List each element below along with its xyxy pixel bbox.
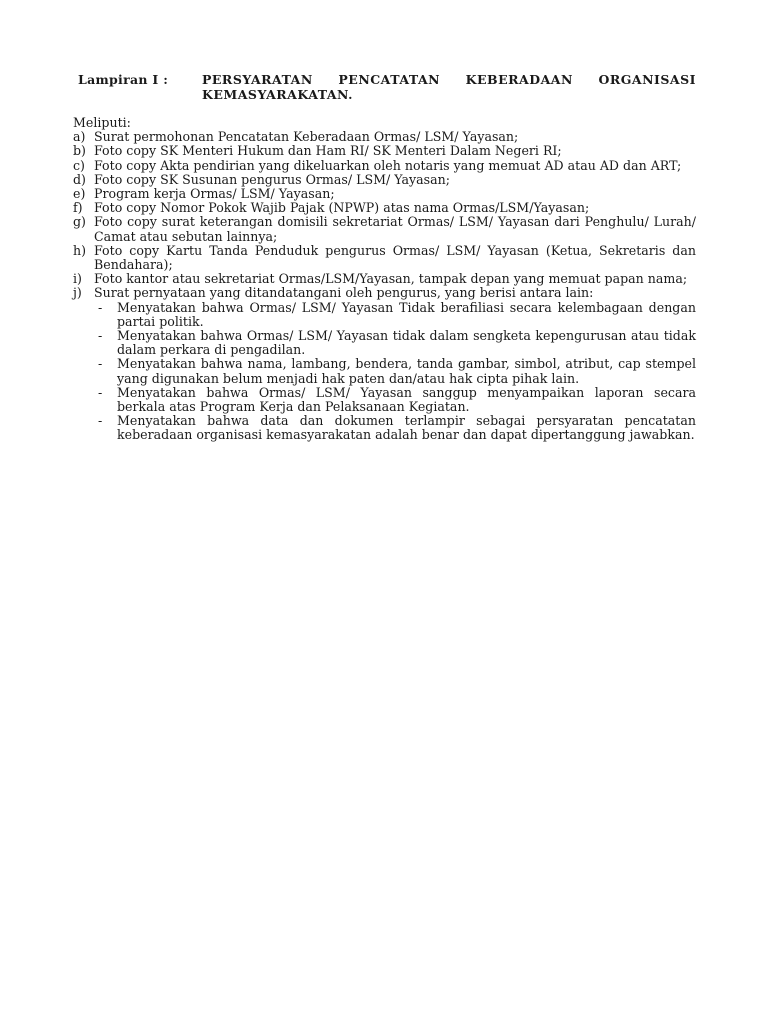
- item-text: Surat pernyataan yang ditandatangani oleh pengurus, yang berisi antara lain:: [94, 285, 594, 301]
- item-text: Foto copy SK Susunan pengurus Ormas/ LSM/ Yayasan;: [94, 171, 451, 187]
- statement-item: [94, 414, 696, 442]
- requirement-item-h: [73, 244, 696, 272]
- requirement-item-j: [73, 286, 696, 442]
- item-marker: c): [73, 157, 85, 173]
- statement-list: [94, 301, 696, 443]
- item-marker: d): [73, 171, 86, 187]
- statement-text: Menyatakan bahwa Ormas/ LSM/ Yayasan tidak dalam sengketa kepengurusan atau tidak dalam perkara di pengadilan.: [117, 328, 696, 358]
- statement-item: [94, 357, 696, 385]
- requirement-item-b: [73, 144, 696, 158]
- item-text: Program kerja Ormas/ LSM/ Yayasan;: [94, 186, 335, 202]
- requirements-section: [73, 116, 696, 443]
- dash-marker: -: [98, 356, 103, 372]
- item-marker: j): [73, 285, 82, 301]
- document-title-line-1: PERSYARATAN PENCATATAN KEBERADAAN ORGANISASI: [202, 72, 696, 87]
- item-marker: e): [73, 186, 86, 202]
- statement-item: [94, 329, 696, 357]
- statement-text: Menyatakan bahwa Ormas/ LSM/ Yayasan Tidak berafiliasi secara kelembagaan dengan partai politik.: [117, 299, 696, 329]
- dash-marker: -: [98, 328, 103, 344]
- item-text: Foto copy SK Menteri Hukum dan Ham RI/ SK Menteri Dalam Negeri RI;: [94, 143, 562, 159]
- document-title: [202, 72, 696, 102]
- item-marker: i): [73, 271, 82, 287]
- item-marker: g): [73, 214, 86, 230]
- item-marker: f): [73, 200, 83, 216]
- item-text: Foto copy surat keterangan domisili sekretariat Ormas/ LSM/ Yayasan dari Penghulu/ Lurah/ Camat atau sebutan lainnya;: [94, 214, 696, 244]
- intro-text: Meliputi:: [73, 115, 131, 130]
- requirement-item-f: [73, 201, 696, 215]
- dash-marker: -: [98, 299, 103, 315]
- requirement-item-e: [73, 187, 696, 201]
- statement-text: Menyatakan bahwa Ormas/ LSM/ Yayasan sanggup menyampaikan laporan secara berkala atas Program Kerja dan Pelaksanaan Kegiatan.: [117, 384, 696, 415]
- requirement-item-a: [73, 130, 696, 144]
- attachment-label: Lampiran I :: [78, 72, 169, 87]
- statement-text: Menyatakan bahwa data dan dokumen terlampir sebagai persyaratan pencatatan keberadaan organisasi kemasyarakatan adalah benar dan dapat dipertanggung jawabkan.: [117, 413, 696, 443]
- item-text: Foto copy Nomor Pokok Wajib Pajak (NPWP) atas nama Ormas/LSM/Yayasan;: [94, 200, 590, 216]
- requirement-item-d: [73, 173, 696, 187]
- requirement-item-g: [73, 215, 696, 243]
- dash-marker: -: [98, 384, 103, 400]
- item-text: Foto copy Kartu Tanda Penduduk pengurus Ormas/ LSM/ Yayasan (Ketua, Sekretaris dan Bendahara);: [94, 242, 696, 273]
- item-text: Foto kantor atau sekretariat Ormas/LSM/Yayasan, tampak depan yang memuat papan nama;: [94, 271, 688, 287]
- document-title-line-2: KEMASYARAKATAN.: [202, 87, 354, 102]
- item-text: Surat permohonan Pencatatan Keberadaan Ormas/ LSM/ Yayasan;: [94, 129, 519, 145]
- dash-marker: -: [98, 413, 103, 429]
- statement-text: Menyatakan bahwa nama, lambang, bendera, tanda gambar, simbol, atribut, cap stempel yang digunakan belum menjadi hak paten dan/atau hak cipta pihak lain.: [117, 356, 696, 386]
- item-marker: a): [73, 129, 86, 145]
- item-marker: h): [73, 242, 87, 258]
- requirement-item-i: [73, 272, 696, 286]
- requirement-item-c: [73, 159, 696, 173]
- item-text: Foto copy Akta pendirian yang dikeluarkan oleh notaris yang memuat AD atau AD dan ART;: [94, 157, 682, 173]
- requirements-list: [73, 130, 696, 442]
- statement-item: [94, 386, 696, 414]
- statement-item: [94, 301, 696, 329]
- item-marker: b): [73, 143, 86, 159]
